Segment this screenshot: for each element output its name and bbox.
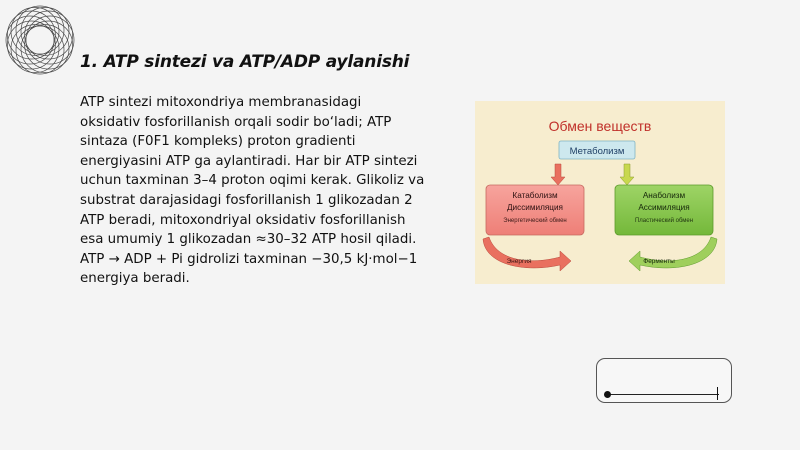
center-label: Метаболизм — [569, 146, 625, 157]
ornament-ring — [16, 6, 64, 54]
body-paragraph: ATP sintezi mitoxondriya membranasidagi oksidativ fosforillanish orqali sodir bo‘ladi; ATP sintaza (F0F1 kompleks) proton gradienti energiyasini ATP ga aylantiradi. Har bir ATP sintezi uchun taxminan 3–4 proton oqimi kerak. Glikoliz va substrat darajasidagi fosforillanish 1 glikozadan 2 ATP beradi, mitoxondriyal oksidativ fosforillanish esa umumiy 1 glikozadan ≈30–32 ATP hosil qiladi. ATP → ADP + Pi gidrolizi taxminan −30,5 kJ·mol−1 energiya beradi. — [80, 95, 425, 287]
energy-exchange-label: Энергетический обмен — [503, 218, 567, 224]
assimilation-label: Ассимиляция — [638, 203, 690, 212]
metabolism-diagram — [475, 101, 725, 284]
catabolism-label: Катаболизм — [512, 191, 558, 200]
enzymes-arrow-label: Ферменты — [643, 258, 675, 265]
slider-track[interactable] — [607, 394, 719, 395]
anabolism-label: Анаболизм — [642, 191, 686, 200]
slide-title: 1. ATP sintezi va ATP/ADP aylanishi — [80, 52, 410, 72]
dissimilation-label: Диссимиляция — [507, 203, 563, 212]
diagram-heading: Обмен веществ — [548, 118, 652, 134]
ornament-ring — [26, 16, 74, 64]
plastic-exchange-label: Пластический обмен — [634, 218, 694, 224]
slider-end-tick — [717, 387, 718, 400]
spirograph-ornament-icon — [4, 4, 76, 76]
energy-arrow-label: Энергия — [506, 258, 532, 265]
ornament-ring — [6, 16, 54, 64]
ornament-ring — [16, 26, 64, 74]
slider-control[interactable] — [596, 358, 732, 403]
slider-handle-dot-icon[interactable] — [604, 391, 611, 398]
